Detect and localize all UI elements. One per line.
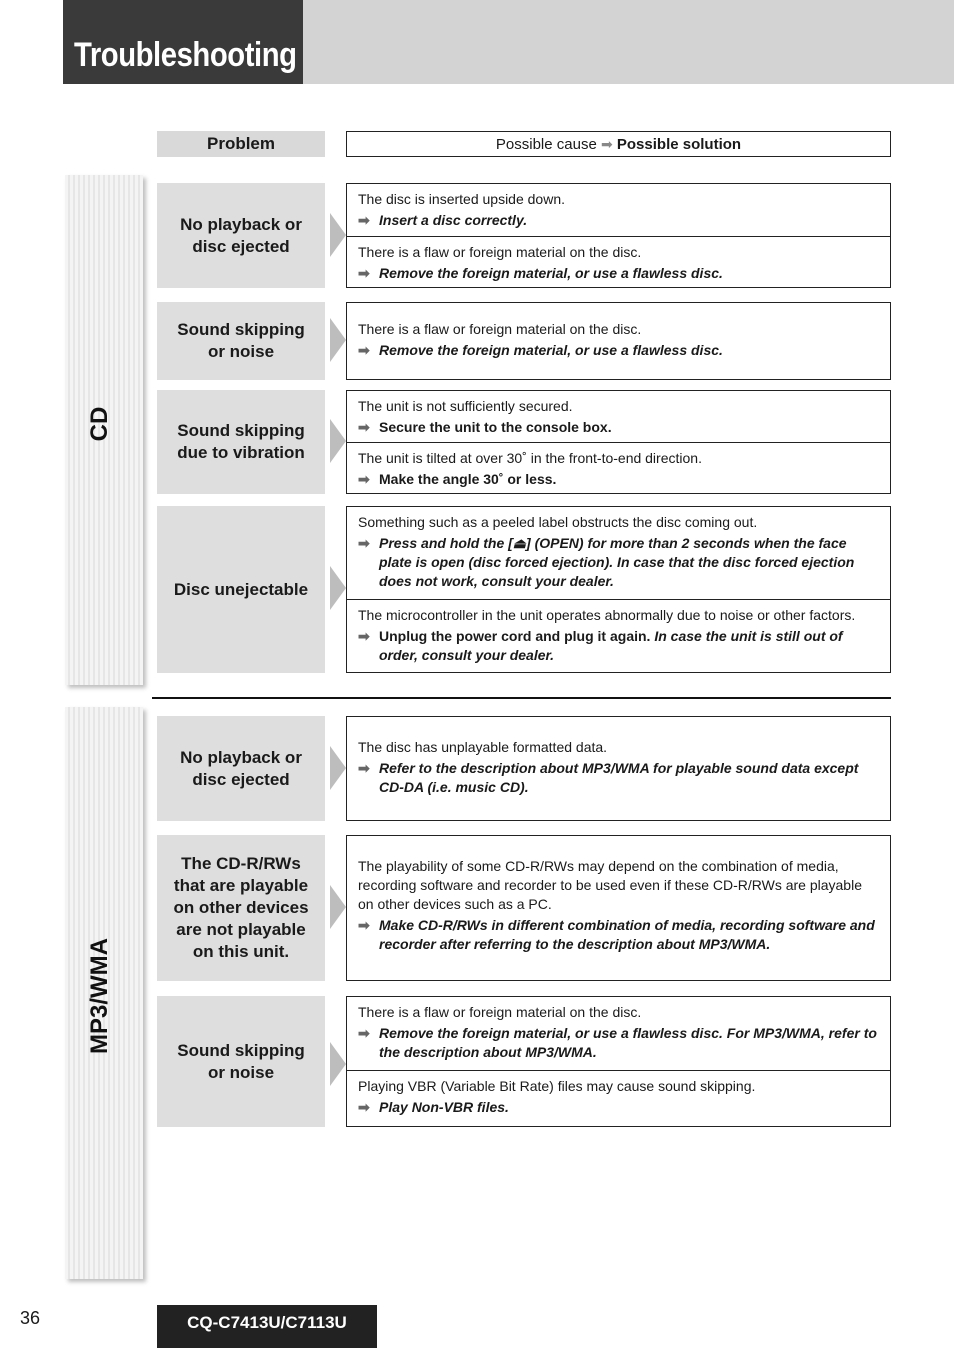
arrow-right-icon: ➡ [358, 760, 370, 776]
cause-solution-item [347, 184, 890, 236]
problem-label: Sound skipping or noise [177, 1040, 305, 1082]
cause-text: There is a flaw or foreign material on the disc. [358, 1004, 642, 1020]
solution-box [346, 716, 891, 821]
solution-box [346, 302, 891, 380]
cause-text: The disc is inserted upside down. [358, 191, 565, 207]
problem-label: No playback or disc ejected [180, 747, 302, 789]
arrow-right-icon: ➡ [358, 628, 370, 644]
arrow-right-icon: ➡ [358, 212, 370, 228]
solution-text: Make CD-R/RWs in different combination of media, recording software and recorder after referring to the description about MP3/WMA. [379, 917, 875, 952]
title-band-grey [303, 0, 954, 84]
solution-text: Insert a disc correctly. [379, 212, 528, 228]
problem-cell [157, 996, 325, 1127]
problem-column-header: Problem [157, 131, 325, 157]
cause-text: The playability of some CD-R/RWs may depend on the combination of media, recording software and recorder to be used even if these CD-R/RWs are playable on other devices such as a PC. [358, 858, 862, 912]
solution-text: Make the angle 30˚ or less. [379, 471, 557, 487]
cause-solution-item [347, 236, 890, 287]
solution-text: Remove the foreign material, or use a flawless disc. For MP3/WMA, refer to the description about MP3/WMA. [379, 1025, 877, 1060]
solution-text: Remove the foreign material, or use a flawless disc. [379, 342, 723, 358]
arrow-right-icon: ➡ [358, 535, 370, 551]
problem-cell [157, 390, 325, 494]
problem-label: Sound skipping or noise [177, 320, 305, 361]
arrow-right-icon: ➡ [358, 1099, 370, 1115]
arrow-right-icon: ➡ [358, 1025, 370, 1041]
arrow-right-icon: ➡ [600, 136, 613, 152]
cd-section-label: CD [86, 406, 113, 442]
problem-cell [157, 835, 325, 981]
problem-cell [157, 716, 325, 821]
pointer-arrow-icon [330, 1042, 346, 1086]
solution-text: Play Non-VBR files. [379, 1099, 509, 1115]
cause-header-label: Possible cause [495, 136, 597, 153]
arrow-right-icon: ➡ [358, 917, 370, 933]
solution-header-label: Possible solution [616, 136, 742, 153]
problem-label: Sound skipping due to vibration [177, 421, 305, 462]
cause-solution-item [347, 303, 890, 366]
solution-text: Remove the foreign material, or use a flawless disc. [379, 265, 723, 281]
cause-solution-item [347, 1070, 890, 1125]
mp3-section-label: MP3/WMA [86, 938, 113, 1054]
cause-text: The microcontroller in the unit operates abnormally due to noise or other factors. [358, 607, 856, 623]
mp3-section-tab [65, 707, 143, 1279]
arrow-right-icon: ➡ [358, 419, 370, 435]
problem-cell [157, 302, 325, 380]
pointer-arrow-icon [330, 213, 346, 257]
solution-text: In case the unit is still out of order, consult your dealer. [379, 628, 843, 663]
solution-plain-text: Unplug the power cord and plug it again. [379, 628, 651, 644]
problem-cell [157, 183, 325, 288]
section-divider [152, 697, 891, 699]
solution-box [346, 835, 891, 981]
arrow-right-icon: ➡ [358, 471, 370, 487]
cause-solution-item [347, 442, 890, 493]
problem-label: Disc unejectable [173, 579, 309, 599]
model-number-badge: CQ-C7413U/C7113U [157, 1305, 377, 1348]
solution-box [346, 506, 891, 673]
cause-text: The disc has unplayable formatted data. [358, 739, 608, 755]
cause-solution-item [347, 997, 890, 1070]
page-number: 36 [20, 1308, 41, 1328]
solution-text: Refer to the description about MP3/WMA for playable sound data except CD-DA (i.e. music CD). [379, 760, 859, 795]
cause-solution-item [347, 717, 890, 803]
pointer-arrow-icon [330, 885, 346, 929]
cause-text: There is a flaw or foreign material on the disc. [358, 244, 642, 260]
cause-text: There is a flaw or foreign material on the disc. [358, 321, 642, 337]
solution-box [346, 996, 891, 1127]
solution-box [346, 390, 891, 494]
pointer-arrow-icon [330, 318, 346, 362]
pointer-arrow-icon [330, 419, 346, 463]
problem-label: No playback or disc ejected [180, 214, 302, 256]
cause-solution-item [347, 507, 890, 599]
pointer-arrow-icon [330, 746, 346, 790]
solution-column-header [346, 131, 891, 157]
cause-text: Something such as a peeled label obstructs the disc coming out. [358, 514, 758, 530]
cause-text: The unit is tilted at over 30˚ in the front-to-end direction. [358, 450, 702, 466]
cause-solution-item [347, 836, 890, 960]
problem-label: The CD-R/RWs that are playable on other devices are not playable on this unit. [173, 854, 309, 961]
problem-cell [157, 506, 325, 673]
cause-text: Playing VBR (Variable Bit Rate) files may cause sound skipping. [358, 1078, 756, 1094]
arrow-right-icon: ➡ [358, 265, 370, 281]
cause-solution-item [347, 599, 890, 670]
cd-section-tab [65, 175, 143, 685]
solution-text: Press and hold the [⏏] (OPEN) for more than 2 seconds when the face plate is open (disc forced ejection). In case that the disc forced ejection does not work, consult your dealer. [379, 535, 855, 589]
page-title: Troubleshooting [74, 36, 297, 74]
pointer-arrow-icon [330, 566, 346, 610]
cause-text: The unit is not sufficiently secured. [358, 398, 573, 414]
solution-text: Secure the unit to the console box. [379, 419, 612, 435]
solution-box [346, 183, 891, 288]
cause-solution-item [347, 391, 890, 442]
arrow-right-icon: ➡ [358, 342, 370, 358]
